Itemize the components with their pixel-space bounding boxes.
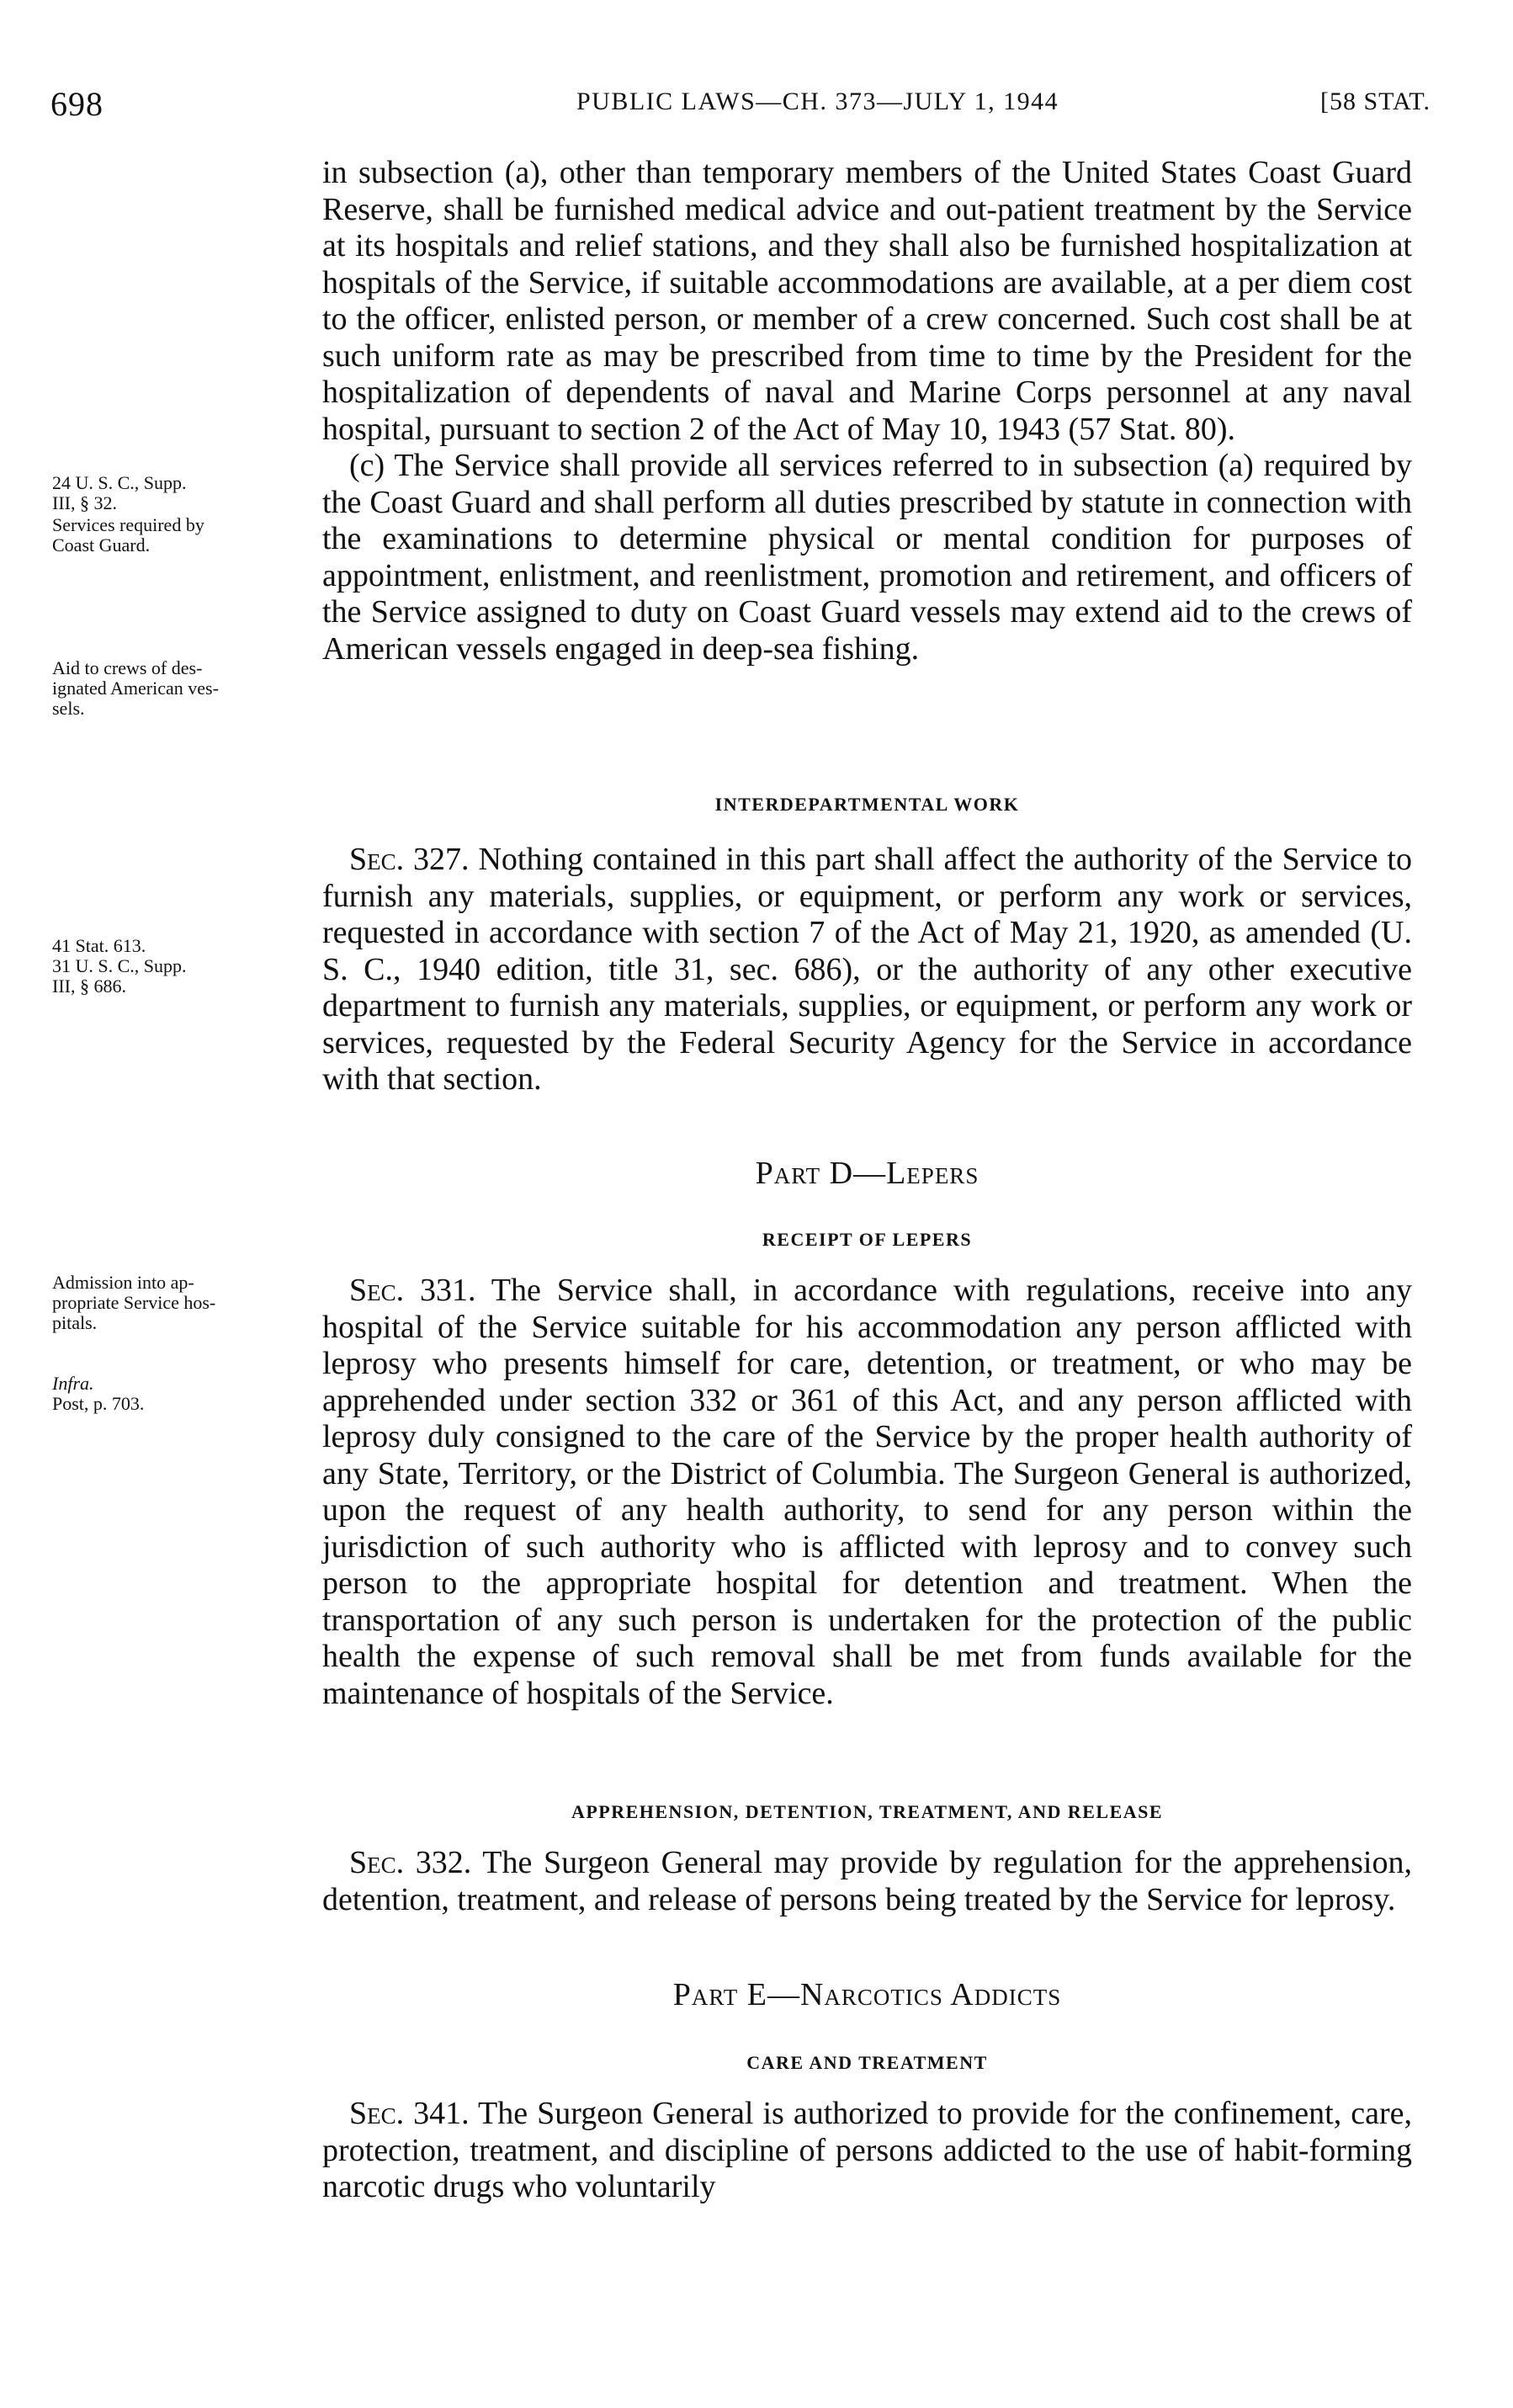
margin-note-line: III, § 32. (52, 492, 117, 513)
margin-note-line: propriate Service hos- (52, 1292, 216, 1313)
margin-note-line: sels. (52, 698, 85, 719)
margin-note-24-usc (52, 473, 305, 513)
section-body: 341. The Surgeon General is authorized to provide for the confinement, care, protection, treatment, and discipline of persons addicted to the use of habit-forming narcotic drugs who voluntarily (322, 2096, 1412, 2204)
text-block-sec-341 (322, 2096, 1412, 2206)
paragraph-continuation: in subsection (a), other than temporary members of the United States Coast Guard Reserve, shall be furnished medical advice and out-patient treatment by the Service at its hospitals and relief stations, and they shall also be furnished hospitalization at hospitals of the Service, if suitable accommodations are available, at a per diem cost to the officer, enlisted person, or member of a crew concerned. Such cost shall be at such uniform rate as may be prescribed from time to time by the President for the hospitalization of dependents of naval and Marine Corps personnel at any naval hospital, pursuant to section 2 of the Act of May 10, 1943 (57 Stat. 80). (322, 155, 1412, 447)
paragraph-sec-341 (322, 2096, 1412, 2206)
margin-note-line: Admission into ap- (52, 1272, 194, 1293)
section-body: 332. The Surgeon General may provide by regulation for the apprehension, detention, treatment, and release of persons being treated by the Service for leprosy. (322, 1845, 1412, 1917)
margin-note-line: pitals. (52, 1312, 98, 1333)
margin-note-admission (52, 1273, 305, 1333)
page-number: 698 (50, 85, 104, 123)
paragraph-sec-327 (322, 842, 1412, 1098)
section-label: Sec. (349, 1845, 405, 1880)
paragraph-sec-332 (322, 1845, 1412, 1918)
margin-note-line: 24 U. S. C., Supp. (52, 472, 187, 493)
margin-note-line: 31 U. S. C., Supp. (52, 955, 187, 976)
part-d-heading: Part D—Lepers (755, 1156, 979, 1191)
part-e-heading: Part E—Narcotics Addicts (672, 1977, 1062, 2012)
section-label: Sec. (349, 1273, 405, 1308)
margin-note-cross-reference (52, 1374, 305, 1414)
margin-note-line: Infra. (52, 1373, 94, 1394)
text-block-sec-331 (322, 1273, 1412, 1712)
section-heading-care-and-treatment: CARE AND TREATMENT (746, 2052, 988, 2073)
section-heading-interdepartmental: INTERDEPARTMENTAL WORK (714, 794, 1020, 815)
margin-note-line: Services required by (52, 514, 204, 535)
margin-note-41-stat (52, 936, 305, 997)
margin-note-line: Post, p. 703. (52, 1393, 145, 1414)
margin-note-services-coast-guard (52, 515, 305, 555)
margin-note-line: ignated American ves- (52, 678, 219, 699)
margin-note-aid-to-crews (52, 658, 305, 719)
text-block-continuation (322, 155, 1412, 667)
text-block-sec-327 (322, 842, 1412, 1098)
running-head: PUBLIC LAWS—CH. 373—JULY 1, 1944 (576, 88, 1059, 115)
text-block-sec-332 (322, 1845, 1412, 1918)
margin-note-line: Aid to crews of des- (52, 657, 203, 678)
section-body: 327. Nothing contained in this part shall affect the authority of the Service to furnish any materials, supplies, or equipment, or perform any work or services, requested in accordance with section 7 of the Act of May 21, 1920, as amended (U. S. C., 1940 edition, title 31, sec. 686), or the authority of any other executive department to furnish any materials, supplies, or equipment, or perform any work or services, requested by the Federal Security Agency for the Service in accordance with that section. (322, 842, 1412, 1097)
section-label: Sec. (349, 2096, 405, 2131)
section-heading-apprehension: APPREHENSION, DETENTION, TREATMENT, AND RELEASE (571, 1801, 1164, 1822)
margin-note-line: III, § 686. (52, 975, 126, 997)
section-body: 331. The Service shall, in accordance with regulations, receive into any hospital of the Service suitable for his accommodation any person afflicted with leprosy who presents himself for care, detention, or treatment, or who may be apprehended under section 332 or 361 of this Act, and any person afflicted with leprosy duly consigned to the care of the Service by the proper health authority of any State, Territory, or the District of Columbia. The Surgeon General is authorized, upon the request of any health authority, to send for any person within the jurisdiction of such authority who is afflicted with leprosy and to convey such person to the appropriate hospital for detention and treatment. When the transportation of any such person is undertaken for the protection of the public health the expense of such removal shall be met from funds available for the maintenance of hospitals of the Service. (322, 1273, 1412, 1711)
section-label: Sec. (349, 842, 405, 877)
volume-reference: [58 STAT. (1319, 88, 1431, 115)
paragraph-subsection-c: (c) The Service shall provide all services referred to in subsection (a) required by the Coast Guard and shall perform all duties prescribed by statute in connection with the examinations to determine physical or mental condition for purposes of appointment, enlistment, and reenlistment, promotion and retirement, and officers of the Service assigned to duty on Coast Guard vessels may extend aid to the crews of American vessels engaged in deep-sea fishing. (322, 448, 1412, 667)
section-heading-receipt-of-lepers: RECEIPT OF LEPERS (762, 1229, 973, 1250)
margin-note-line: 41 Stat. 613. (52, 935, 146, 956)
page-header (50, 84, 1431, 126)
margin-note-line: Coast Guard. (52, 534, 151, 555)
paragraph-sec-331 (322, 1273, 1412, 1712)
